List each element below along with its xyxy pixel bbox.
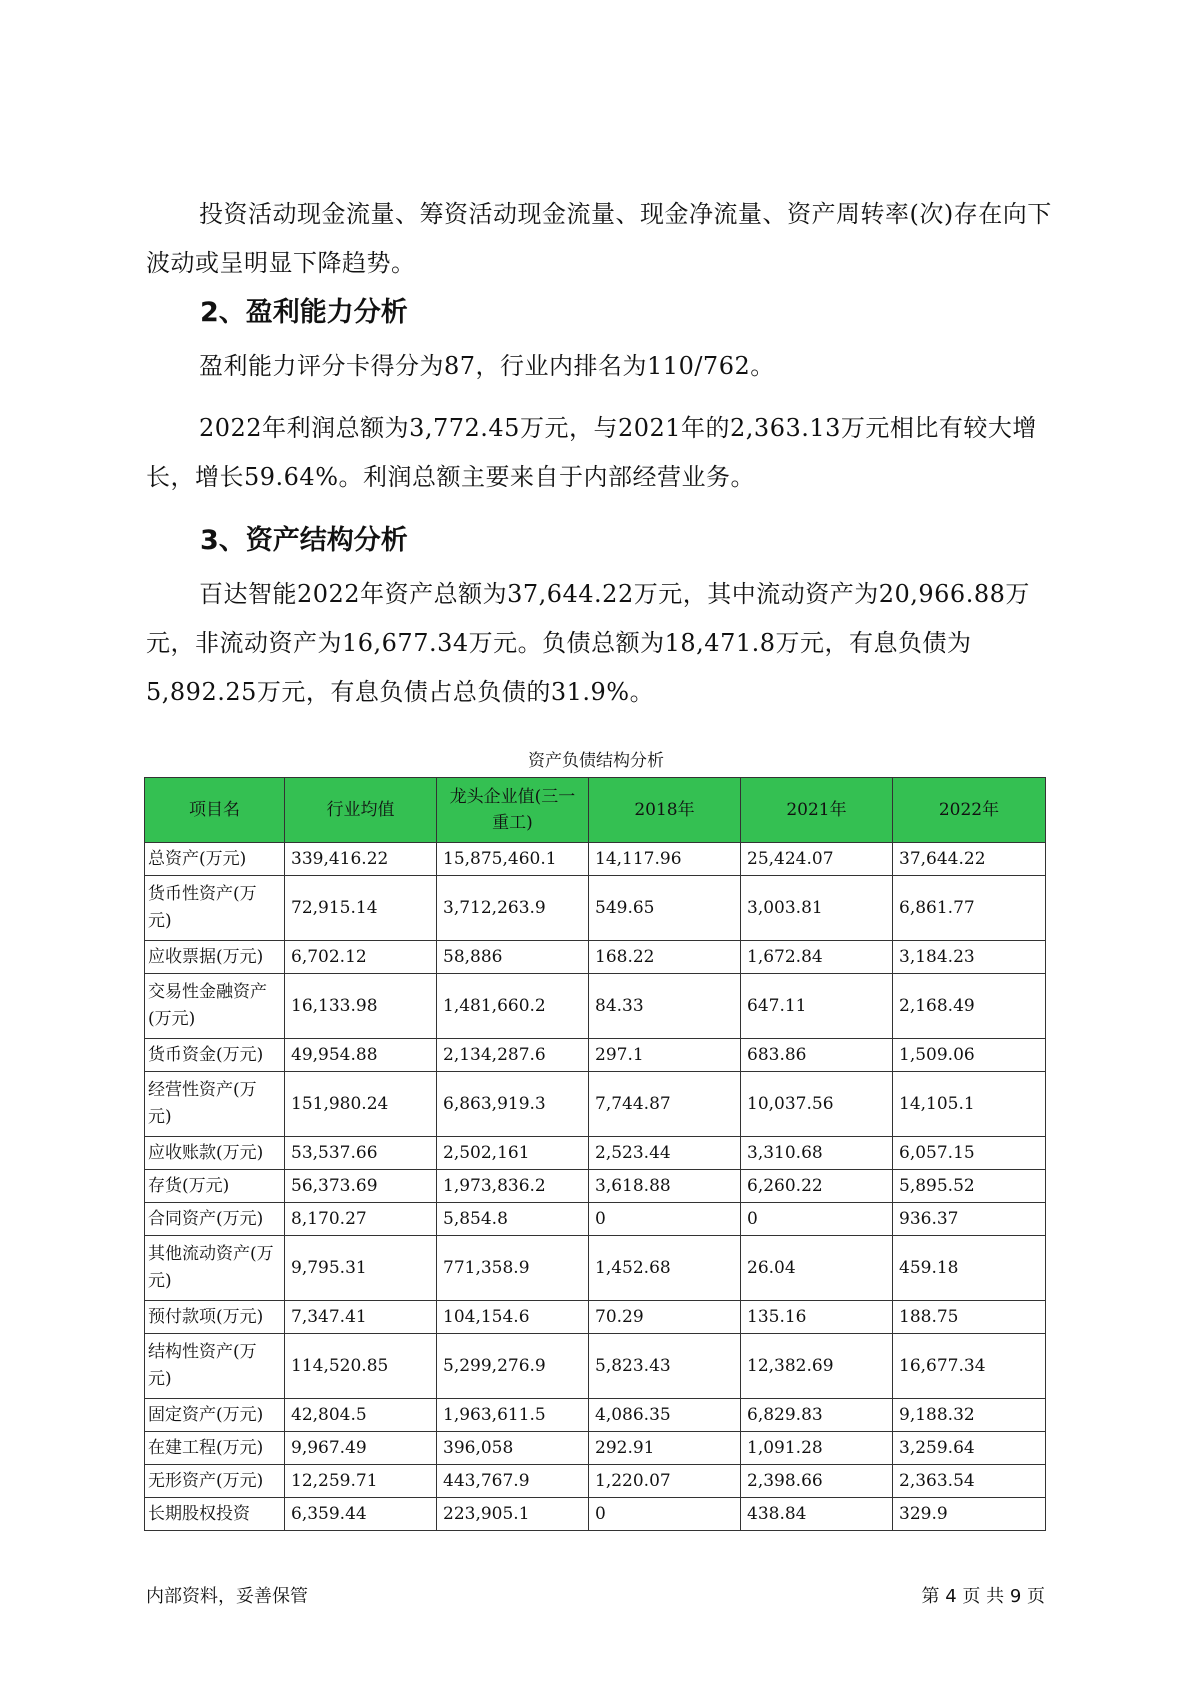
table-row (145, 1334, 1046, 1399)
cell-industry-average: 53,537.66 (285, 1137, 437, 1170)
cell-2021: 6,260.22 (741, 1170, 893, 1203)
header-item-name: 项目名 (145, 778, 285, 843)
footer-confidential-note: 内部资料，妥善保管 (146, 1586, 308, 1607)
table-row (145, 941, 1046, 974)
cell-leader-value: 223,905.1 (437, 1498, 589, 1531)
table-row (145, 974, 1046, 1039)
cell-2022: 2,168.49 (893, 974, 1046, 1039)
cell-industry-average: 56,373.69 (285, 1170, 437, 1203)
cell-2018: 168.22 (589, 941, 741, 974)
cell-2018: 70.29 (589, 1301, 741, 1334)
cell-2021: 0 (741, 1203, 893, 1236)
cell-2021: 3,003.81 (741, 876, 893, 941)
cell-industry-average: 339,416.22 (285, 843, 437, 876)
cell-2018: 4,086.35 (589, 1399, 741, 1432)
cell-2018: 5,823.43 (589, 1334, 741, 1399)
paragraph-asset-summary: 百达智能2022年资产总额为37,644.22万元，其中流动资产为20,966.88万元，非流动资产为16,677.34万元。负债总额为18,471.8万元，有息负债为5,892.25万元，有息负债占总负债的31.9%。 (146, 580, 1030, 706)
cell-2021: 438.84 (741, 1498, 893, 1531)
cell-2018: 292.91 (589, 1432, 741, 1465)
header-2021: 2021年 (741, 778, 893, 843)
cell-leader-value: 1,481,660.2 (437, 974, 589, 1039)
row-label: 合同资产(万元) (145, 1203, 285, 1236)
cell-2022: 37,644.22 (893, 843, 1046, 876)
cell-2021: 12,382.69 (741, 1334, 893, 1399)
cell-2022: 329.9 (893, 1498, 1046, 1531)
cell-2022: 936.37 (893, 1203, 1046, 1236)
table-row (145, 1072, 1046, 1137)
table-row (145, 1170, 1046, 1203)
header-2022: 2022年 (893, 778, 1046, 843)
row-label: 应收账款(万元) (145, 1137, 285, 1170)
row-label: 经营性资产(万元) (145, 1072, 285, 1137)
cell-leader-value: 5,299,276.9 (437, 1334, 589, 1399)
cell-2021: 135.16 (741, 1301, 893, 1334)
cell-2022: 6,861.77 (893, 876, 1046, 941)
cell-2021: 26.04 (741, 1236, 893, 1301)
cell-2021: 25,424.07 (741, 843, 893, 876)
row-label: 货币资金(万元) (145, 1039, 285, 1072)
row-label: 存货(万元) (145, 1170, 285, 1203)
row-label: 长期股权投资 (145, 1498, 285, 1531)
cell-2018: 1,452.68 (589, 1236, 741, 1301)
cell-industry-average: 9,967.49 (285, 1432, 437, 1465)
cell-leader-value: 15,875,460.1 (437, 843, 589, 876)
cell-2022: 3,259.64 (893, 1432, 1046, 1465)
cell-2022: 1,509.06 (893, 1039, 1046, 1072)
cell-2022: 6,057.15 (893, 1137, 1046, 1170)
cell-2021: 647.11 (741, 974, 893, 1039)
cell-2018: 297.1 (589, 1039, 741, 1072)
cell-industry-average: 114,520.85 (285, 1334, 437, 1399)
cell-industry-average: 42,804.5 (285, 1399, 437, 1432)
cell-industry-average: 72,915.14 (285, 876, 437, 941)
table-row (145, 1039, 1046, 1072)
table-row (145, 1465, 1046, 1498)
cell-leader-value: 104,154.6 (437, 1301, 589, 1334)
cell-leader-value: 1,973,836.2 (437, 1170, 589, 1203)
table-row (145, 1399, 1046, 1432)
cell-2018: 0 (589, 1498, 741, 1531)
row-label: 应收票据(万元) (145, 941, 285, 974)
cell-leader-value: 5,854.8 (437, 1203, 589, 1236)
cell-2018: 3,618.88 (589, 1170, 741, 1203)
cell-2021: 1,091.28 (741, 1432, 893, 1465)
paragraph-total-profit: 2022年利润总额为3,772.45万元，与2021年的2,363.13万元相比有较大增长，增长59.64%。利润总额主要来自于内部经营业务。 (146, 414, 1037, 491)
paragraph-profit-score: 盈利能力评分卡得分为87，行业内排名为110/762。 (199, 352, 775, 380)
cell-2018: 14,117.96 (589, 843, 741, 876)
cell-2018: 549.65 (589, 876, 741, 941)
cell-industry-average: 7,347.41 (285, 1301, 437, 1334)
cell-2022: 5,895.52 (893, 1170, 1046, 1203)
row-label: 结构性资产(万元) (145, 1334, 285, 1399)
row-label: 其他流动资产(万元) (145, 1236, 285, 1301)
cell-industry-average: 151,980.24 (285, 1072, 437, 1137)
balance-structure-table (144, 777, 1046, 1531)
section-heading-profitability: 2、盈利能力分析 (200, 297, 408, 328)
cell-2018: 0 (589, 1203, 741, 1236)
row-label: 固定资产(万元) (145, 1399, 285, 1432)
table-caption: 资产负债结构分析 (528, 751, 664, 771)
cell-industry-average: 16,133.98 (285, 974, 437, 1039)
cell-industry-average: 9,795.31 (285, 1236, 437, 1301)
cell-leader-value: 3,712,263.9 (437, 876, 589, 941)
cell-leader-value: 58,886 (437, 941, 589, 974)
cell-industry-average: 8,170.27 (285, 1203, 437, 1236)
cell-leader-value: 1,963,611.5 (437, 1399, 589, 1432)
header-industry-average: 行业均值 (285, 778, 437, 843)
row-label: 总资产(万元) (145, 843, 285, 876)
cell-leader-value: 771,358.9 (437, 1236, 589, 1301)
cell-2021: 3,310.68 (741, 1137, 893, 1170)
section-heading-asset-structure: 3、资产结构分析 (200, 525, 408, 556)
header-2018: 2018年 (589, 778, 741, 843)
row-label: 在建工程(万元) (145, 1432, 285, 1465)
cell-leader-value: 443,767.9 (437, 1465, 589, 1498)
cell-leader-value: 2,502,161 (437, 1137, 589, 1170)
cell-2018: 1,220.07 (589, 1465, 741, 1498)
cell-2022: 3,184.23 (893, 941, 1046, 974)
table-row (145, 1236, 1046, 1301)
cell-2022: 459.18 (893, 1236, 1046, 1301)
row-label: 预付款项(万元) (145, 1301, 285, 1334)
cell-2022: 14,105.1 (893, 1072, 1046, 1137)
cell-industry-average: 49,954.88 (285, 1039, 437, 1072)
table-row (145, 1137, 1046, 1170)
table-row (145, 843, 1046, 876)
cell-leader-value: 6,863,919.3 (437, 1072, 589, 1137)
footer-page-number: 第 4 页 共 9 页 (921, 1586, 1045, 1607)
cell-2022: 2,363.54 (893, 1465, 1046, 1498)
table-row (145, 1498, 1046, 1531)
cell-2021: 2,398.66 (741, 1465, 893, 1498)
table-row (145, 876, 1046, 941)
cell-2022: 16,677.34 (893, 1334, 1046, 1399)
table-row (145, 1203, 1046, 1236)
row-label: 交易性金融资产(万元) (145, 974, 285, 1039)
cell-leader-value: 2,134,287.6 (437, 1039, 589, 1072)
row-label: 无形资产(万元) (145, 1465, 285, 1498)
cell-industry-average: 6,702.12 (285, 941, 437, 974)
cell-industry-average: 6,359.44 (285, 1498, 437, 1531)
row-label: 货币性资产(万元) (145, 876, 285, 941)
cell-2021: 683.86 (741, 1039, 893, 1072)
table-row (145, 1432, 1046, 1465)
cell-2021: 1,672.84 (741, 941, 893, 974)
table-header-row (145, 778, 1046, 843)
cell-2021: 6,829.83 (741, 1399, 893, 1432)
cell-2022: 9,188.32 (893, 1399, 1046, 1432)
cell-2022: 188.75 (893, 1301, 1046, 1334)
cell-2018: 7,744.87 (589, 1072, 741, 1137)
cell-2018: 2,523.44 (589, 1137, 741, 1170)
header-leader-value: 龙头企业值(三一重工) (437, 778, 589, 843)
table-row (145, 1301, 1046, 1334)
cell-2018: 84.33 (589, 974, 741, 1039)
cell-2021: 10,037.56 (741, 1072, 893, 1137)
paragraph-cashflow-trend: 投资活动现金流量、筹资活动现金流量、现金净流量、资产周转率(次)存在向下波动或呈明显下降趋势。 (146, 200, 1052, 277)
cell-industry-average: 12,259.71 (285, 1465, 437, 1498)
cell-leader-value: 396,058 (437, 1432, 589, 1465)
